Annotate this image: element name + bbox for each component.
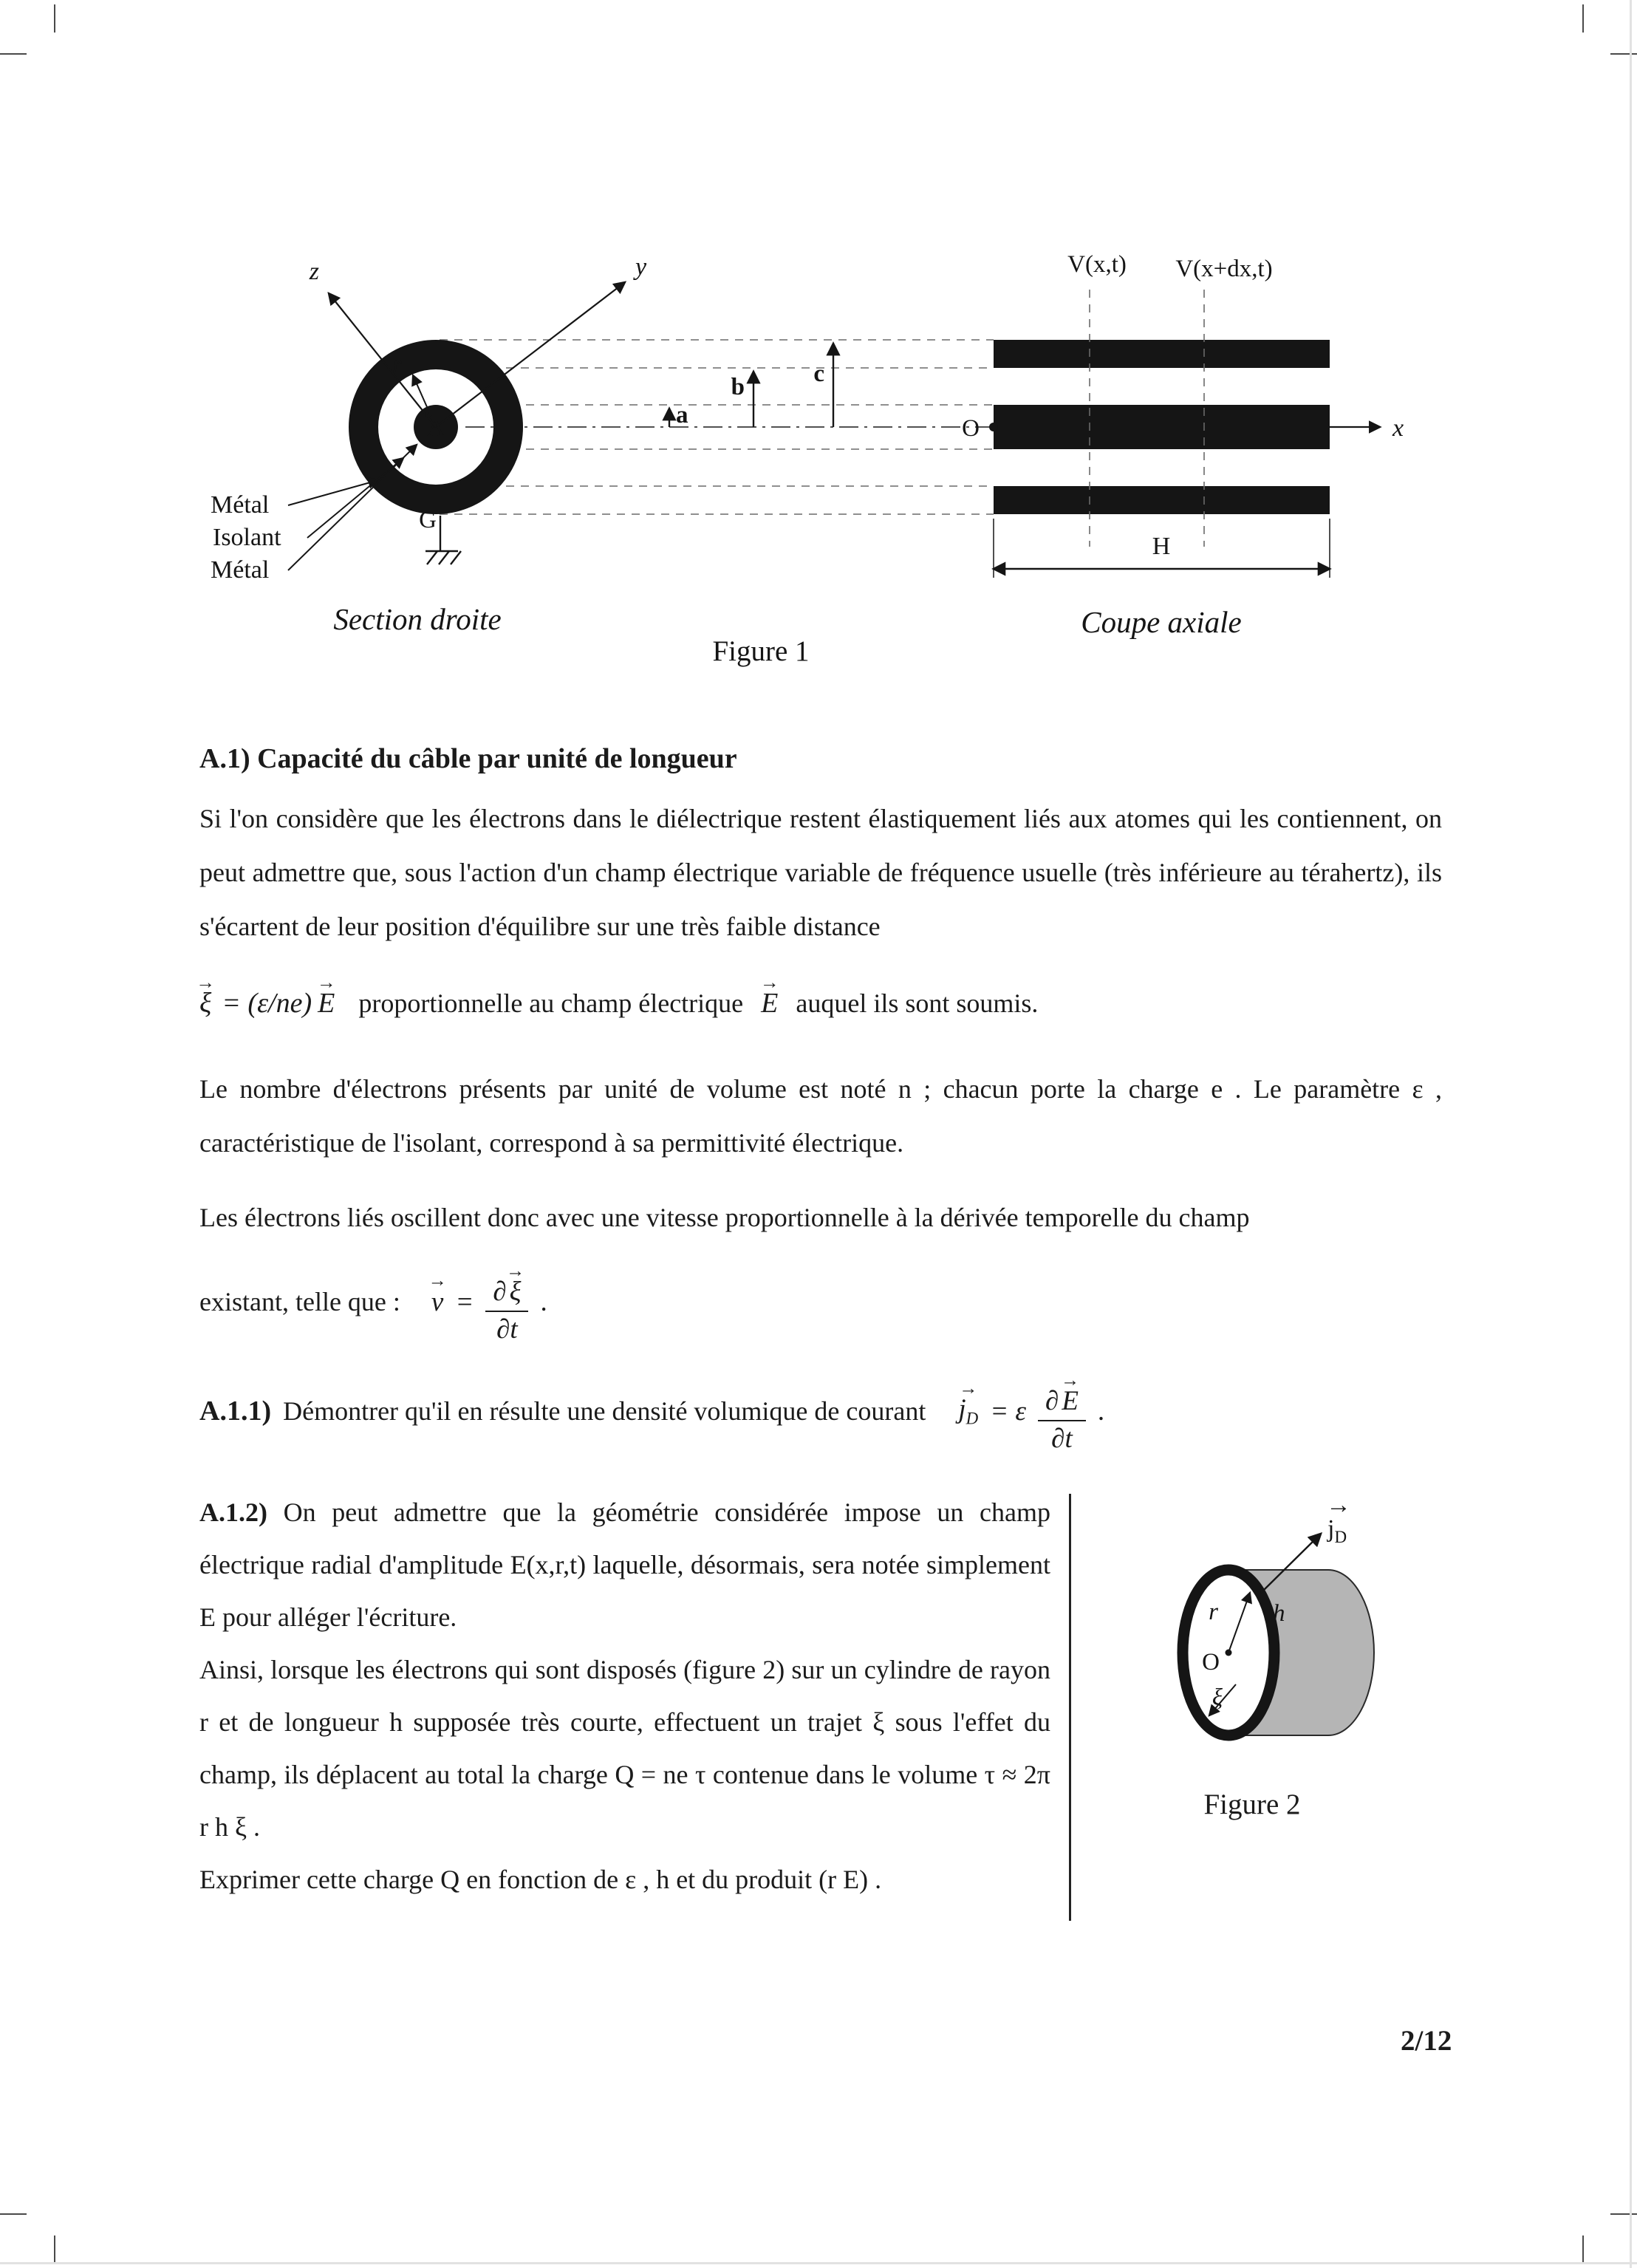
E-symbol: E [1062,1386,1079,1416]
xi-symbol: ξ [199,988,212,1019]
center-conductor-bar [994,405,1330,449]
potential-vxt-label: V(x,t) [1067,251,1127,278]
fraction-numerator [1038,1367,1086,1421]
xi-vector [196,971,216,1019]
figure1-caption: Figure 1 [712,635,810,667]
potential-vxdxt-label: V(x+dx,t) [1175,256,1273,282]
a11-eps: = ε [990,1396,1027,1427]
E-symbol: E [761,988,779,1019]
vector-arrow-icon: → [316,971,336,994]
axial-cut [962,251,1404,578]
origin-label: O [962,415,980,442]
paragraph-3: Les électrons liés oscillent donc avec une vitesse proportionnelle à la dérivée temporelle du champ [199,1203,1250,1232]
equation-xi [196,966,1039,1019]
vector-arrow-icon: → [1061,1370,1080,1390]
page-number: 2/12 [1401,2025,1452,2057]
dim-c-label: c [813,361,824,387]
vector-arrow-icon: → [428,1271,447,1291]
j-subscript: D [1334,1528,1347,1546]
core-label: A [426,414,445,442]
a12-p1-text: On peut admettre que la géométrie considérée impose un champ électrique radial d'amplitude E(x,r,t) laquelle, désormais, sera notée simplement E pour alléger l'écriture. [199,1497,1050,1632]
scan-edge [1630,0,1632,2268]
jd-label [1327,1515,1347,1546]
crop-mark [1582,2235,1584,2264]
top-conductor-bar [994,340,1330,368]
fraction [1038,1367,1086,1455]
fraction-numerator [485,1258,528,1312]
height-h-label: h [1273,1600,1285,1627]
question-a12 [199,1486,1050,1906]
E-vector [759,971,779,1019]
v-symbol: v [431,1286,444,1317]
axis-label-z: z [309,258,319,285]
metal-outer-label: Métal [211,491,270,519]
a11-text: Démontrer qu'il en résulte une densité volumique de courant [283,1396,926,1426]
radius-r-label: r [1209,1599,1218,1625]
crop-mark [1610,2213,1637,2215]
E-vector [316,971,336,1019]
fraction-denominator: ∂t [496,1314,518,1345]
eq1-end-text: auquel ils sont soumis. [796,988,1039,1018]
radius-r-label: r [392,352,402,378]
radius-dimension-arrows [669,344,833,427]
vector-arrow-icon: → [505,1260,525,1281]
period: . [1097,1396,1105,1427]
equation-velocity [199,1256,547,1348]
a12-paragraph-3: Exprimer cette charge Q en fonction de ε , h et du produit (r E) . [199,1865,882,1894]
coupe-axiale-caption: Coupe axiale [1081,605,1242,639]
a12-paragraph-2: Ainsi, lorsque les électrons qui sont disposés (figure 2) sur un cylindre de rayon r et de longueur h supposée très courte, effectuent un trajet ξ sous l'effet du champ, ils déplacent au total la charge Q = ne τ contenue dans le volume τ ≈ 2π r h ξ . [199,1655,1050,1842]
section-droite-caption: Section droite [333,602,502,636]
vector-arrow-icon: → [1326,1500,1351,1519]
center-O-label: O [1202,1649,1220,1676]
v-vector [428,1271,447,1318]
fraction-denominator: ∂t [1051,1424,1073,1454]
crop-mark [0,53,27,55]
eq1-mid-text: proportionnelle au champ électrique [358,988,744,1018]
partial-symbol: ∂ [1045,1386,1059,1416]
a11-label: A.1.1) [199,1396,272,1427]
xi-label: ξ [1211,1684,1223,1711]
equals-sign: = [455,1286,474,1317]
partial-symbol: ∂ [493,1277,507,1307]
ground-label: G [419,507,437,533]
section-a1-heading: A.1) Capacité du câble par unité de longueur [199,743,737,774]
fraction [485,1258,528,1345]
figure1-drawing [103,236,1433,680]
question-a11 [199,1365,1104,1457]
j-symbol: j [1327,1515,1335,1543]
length-H-label: H [1152,533,1171,560]
jd-vector [958,1379,979,1428]
a12-paragraph-1 [199,1486,1050,1644]
E-symbol: E [318,988,335,1019]
figure2-caption: Figure 2 [1203,1789,1301,1820]
column-divider-line [1069,1494,1071,1921]
paragraph-2: Le nombre d'électrons présents par unité de volume est noté n ; chacun porte la charge e . Le paramètre ε , caractéristique de l'isolant, correspond à sa permittivité électrique. [199,1074,1442,1158]
dim-b-label: b [731,374,745,400]
axis-label-y: y [635,253,647,281]
E-vector [1061,1370,1080,1417]
crop-mark [54,2235,55,2264]
xi-symbol: ξ [509,1277,522,1307]
metal-inner-label: Métal [211,556,270,584]
bottom-conductor-bar [994,486,1330,514]
j-symbol: j [958,1394,966,1425]
xi-vector [505,1260,525,1308]
vector-arrow-icon: → [759,971,779,994]
dim-a-label: a [676,402,688,428]
crop-mark [1582,4,1584,33]
crop-mark [1610,53,1637,55]
isolant-label: Isolant [213,524,281,551]
crop-mark [54,4,55,33]
vector-arrow-icon: → [959,1379,978,1399]
eq1-rhs: = (ε/ne) [222,988,312,1019]
cross-section [211,253,647,584]
j-subscript: D [966,1409,979,1428]
vector-arrow-icon: → [196,971,216,994]
material-arrows [288,445,417,570]
eq2-prefix: existant, telle que : [199,1287,400,1316]
figure2-drawing [1141,1500,1437,1788]
origin-dot [989,423,998,431]
paragraph-1: Si l'on considère que les électrons dans le diélectrique restent élastiquement liés aux atomes qui les contiennent, on peut admettre que, sous l'action d'un champ électrique variable de fréquence usuelle (très inférieure au térahertz), ils s'écartent de leur position d'équilibre sur une très faible distance [199,804,1442,941]
crop-mark [0,2213,27,2215]
period: . [540,1286,547,1317]
scan-edge [0,2262,1637,2264]
axis-label-x: x [1392,414,1404,442]
a12-label: A.1.2) [199,1497,267,1527]
center-dot [1226,1650,1232,1656]
